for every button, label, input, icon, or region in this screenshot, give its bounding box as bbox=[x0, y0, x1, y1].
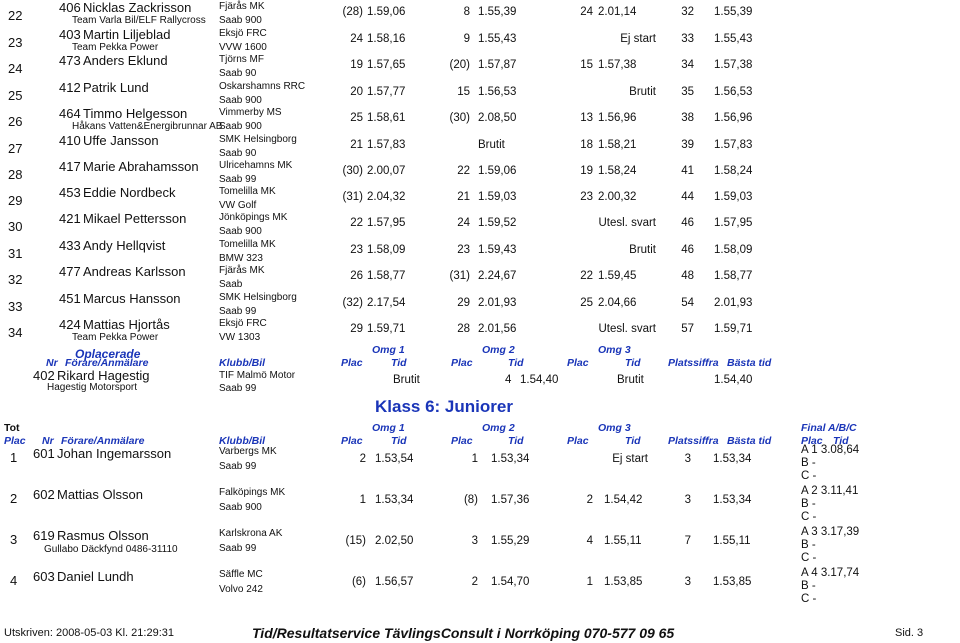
driver-name: Andy Hellqvist bbox=[83, 238, 166, 253]
final-c: C - bbox=[801, 511, 817, 523]
best-time: 1.59,03 bbox=[714, 191, 753, 203]
round1-time: 1.58,77 bbox=[367, 270, 406, 282]
club-name: Eksjö FRC bbox=[219, 318, 267, 329]
start-number: 619 bbox=[33, 528, 55, 543]
round3-time: 2.00,32 bbox=[598, 191, 637, 203]
round1-place: 2 bbox=[359, 453, 366, 465]
points: 41 bbox=[681, 165, 694, 177]
driver-name: Timmo Helgesson bbox=[83, 106, 188, 121]
header-time: Tid bbox=[508, 435, 524, 447]
points: 3 bbox=[684, 576, 691, 588]
round2-place: (30) bbox=[449, 112, 470, 124]
place-number: 32 bbox=[8, 272, 23, 287]
start-number: 451 bbox=[59, 291, 81, 306]
round3-status: Brutit bbox=[617, 374, 644, 386]
final-b: B - bbox=[801, 539, 816, 551]
points: 54 bbox=[681, 297, 694, 309]
round2-time: 1.59,43 bbox=[478, 244, 517, 256]
points: 44 bbox=[681, 191, 694, 203]
driver-name: Andreas Karlsson bbox=[83, 264, 186, 279]
round2-time: 2.24,67 bbox=[478, 270, 517, 282]
header-driver: Förare/Anmälare bbox=[65, 357, 149, 369]
round2-place: 15 bbox=[457, 86, 470, 98]
round3-place: 25 bbox=[580, 297, 593, 309]
round1-time: 2.04,32 bbox=[367, 191, 406, 203]
club-name: Tomelilla MK bbox=[219, 186, 276, 197]
round1-time: 1.57,65 bbox=[367, 59, 406, 71]
points: 7 bbox=[684, 535, 691, 547]
round2-time: 1.54,40 bbox=[520, 374, 559, 386]
round1-place: (15) bbox=[345, 535, 366, 547]
club-name: Fjärås MK bbox=[219, 1, 265, 12]
place-number: 27 bbox=[8, 141, 23, 156]
round1-time: 1.58,09 bbox=[367, 244, 406, 256]
round2-place: 21 bbox=[457, 191, 470, 203]
header-nr: Nr bbox=[42, 435, 54, 447]
start-number: 453 bbox=[59, 185, 81, 200]
points: 3 bbox=[684, 453, 691, 465]
start-number: 417 bbox=[59, 159, 81, 174]
start-number: 473 bbox=[59, 53, 81, 68]
round2-time: 1.56,53 bbox=[478, 86, 517, 98]
final-b: B - bbox=[801, 498, 816, 510]
final-a: A 1 3.08,64 bbox=[801, 444, 860, 456]
round1-place: 23 bbox=[350, 244, 363, 256]
car-model: Saab 90 bbox=[219, 68, 257, 79]
car-model: Saab 900 bbox=[219, 15, 262, 26]
round3-status: Ej start bbox=[620, 33, 656, 45]
round1-place: 25 bbox=[350, 112, 363, 124]
points: 35 bbox=[681, 86, 694, 98]
round1-time: 1.58,61 bbox=[367, 112, 406, 124]
club-name: Jönköpings MK bbox=[219, 212, 288, 223]
round2-time: 1.59,06 bbox=[478, 165, 517, 177]
round2-time: 2.01,56 bbox=[478, 323, 517, 335]
round2-time: 1.55,29 bbox=[491, 535, 530, 547]
club-name: Tjörns MF bbox=[219, 54, 264, 65]
club-name: Falköpings MK bbox=[219, 487, 286, 498]
place-number: 1 bbox=[10, 450, 18, 465]
club-name: Vimmerby MS bbox=[219, 107, 282, 118]
round1-time: 2.00,07 bbox=[367, 165, 406, 177]
car-model: VW 1303 bbox=[219, 332, 261, 343]
final-c: C - bbox=[801, 470, 817, 482]
place-number: 25 bbox=[8, 88, 23, 103]
round3-time: 1.56,96 bbox=[598, 112, 637, 124]
start-number: 403 bbox=[59, 27, 81, 42]
place-number: 22 bbox=[8, 8, 23, 23]
place-number: 2 bbox=[10, 491, 18, 506]
round2-place: 24 bbox=[457, 217, 470, 229]
driver-team: Team Varla Bil/ELF Rallycross bbox=[72, 15, 206, 26]
best-time: 1.55,11 bbox=[713, 535, 751, 547]
header-driver: Förare/Anmälare bbox=[61, 435, 145, 447]
header-omg2: Omg 2 bbox=[482, 422, 515, 434]
header-club: Klubb/Bil bbox=[219, 435, 266, 447]
header-time: Tid bbox=[391, 435, 407, 447]
round1-status: Brutit bbox=[393, 374, 420, 386]
place-number: 29 bbox=[8, 193, 23, 208]
start-number: 412 bbox=[59, 80, 81, 95]
round3-time: 2.01,14 bbox=[598, 6, 637, 18]
header-omg1: Omg 1 bbox=[372, 422, 405, 434]
round2-time: 1.54,70 bbox=[491, 576, 530, 588]
place-number: 24 bbox=[8, 61, 23, 76]
points: 3 bbox=[684, 494, 691, 506]
start-number: 601 bbox=[33, 446, 55, 461]
round1-place: (32) bbox=[342, 297, 363, 309]
club-name: SMK Helsingborg bbox=[219, 292, 297, 303]
header-club: Klubb/Bil bbox=[219, 357, 266, 369]
header-nr: Nr bbox=[46, 357, 58, 369]
best-time: 1.57,83 bbox=[714, 139, 753, 151]
round2-place: 22 bbox=[457, 165, 470, 177]
round2-time: 1.57,36 bbox=[491, 494, 530, 506]
round2-place: 29 bbox=[457, 297, 470, 309]
best-time: 1.55,39 bbox=[714, 6, 753, 18]
points: 46 bbox=[681, 217, 694, 229]
round3-status: Utesl. svart bbox=[598, 323, 656, 335]
round1-time: 1.56,57 bbox=[375, 576, 414, 588]
place-number: 30 bbox=[8, 219, 23, 234]
round3-place: 23 bbox=[580, 191, 593, 203]
best-time: 1.57,95 bbox=[714, 217, 753, 229]
round1-time: 2.02,50 bbox=[375, 535, 414, 547]
club-name: Oskarshamns RRC bbox=[219, 81, 306, 92]
points: 34 bbox=[681, 59, 694, 71]
points: 46 bbox=[681, 244, 694, 256]
round3-time: 1.54,42 bbox=[604, 494, 643, 506]
club-name: SMK Helsingborg bbox=[219, 134, 297, 145]
header-place: Plac bbox=[451, 435, 473, 447]
round3-place: 22 bbox=[580, 270, 593, 282]
car-model: Saab 99 bbox=[219, 543, 257, 554]
best-time: 2.01,93 bbox=[714, 297, 753, 309]
round1-place: 26 bbox=[350, 270, 363, 282]
round1-time: 1.57,95 bbox=[367, 217, 406, 229]
header-tot: Tot bbox=[4, 422, 20, 434]
round3-time: 1.57,38 bbox=[598, 59, 637, 71]
start-number: 433 bbox=[59, 238, 81, 253]
round2-place: 8 bbox=[463, 6, 470, 18]
round1-place: (28) bbox=[342, 6, 363, 18]
place-number: 3 bbox=[10, 532, 18, 547]
round3-place: 13 bbox=[580, 112, 593, 124]
car-model: Saab bbox=[219, 279, 243, 290]
final-a: A 3 3.17,39 bbox=[801, 526, 860, 538]
driver-team: Team Pekka Power bbox=[72, 332, 159, 343]
driver-name: Mikael Pettersson bbox=[83, 211, 187, 226]
round2-place: 9 bbox=[463, 33, 470, 45]
driver-name: Daniel Lundh bbox=[57, 569, 134, 584]
round1-time: 1.53,54 bbox=[375, 453, 414, 465]
round1-time: 1.57,83 bbox=[367, 139, 406, 151]
round1-time: 1.57,77 bbox=[367, 86, 406, 98]
header-place: Plac bbox=[451, 357, 473, 369]
club-name: Eksjö FRC bbox=[219, 28, 267, 39]
round3-place: 4 bbox=[586, 535, 593, 547]
round2-time: 1.59,52 bbox=[478, 217, 517, 229]
points: 39 bbox=[681, 139, 694, 151]
round3-time: 1.59,45 bbox=[598, 270, 637, 282]
car-model: Saab 900 bbox=[219, 95, 262, 106]
start-number: 477 bbox=[59, 264, 81, 279]
driver-name: Nicklas Zackrisson bbox=[83, 0, 192, 15]
header-time: Tid bbox=[625, 357, 641, 369]
place-number: 23 bbox=[8, 35, 23, 50]
car-model: VVW 1600 bbox=[219, 42, 267, 53]
header-final-time: Tid bbox=[833, 435, 849, 447]
round1-place: 29 bbox=[350, 323, 363, 335]
footer-page: Sid. 3 bbox=[895, 627, 924, 639]
round1-place: 20 bbox=[350, 86, 363, 98]
header-time: Tid bbox=[508, 357, 524, 369]
round1-time: 1.59,71 bbox=[367, 323, 406, 335]
round1-place: 22 bbox=[350, 217, 363, 229]
round1-time: 1.59,06 bbox=[367, 6, 406, 18]
best-time: 1.55,43 bbox=[714, 33, 753, 45]
place-number: 4 bbox=[10, 573, 18, 588]
header-omg2: Omg 2 bbox=[482, 344, 515, 356]
club-name: Tomelilla MK bbox=[219, 239, 276, 250]
start-number: 464 bbox=[59, 106, 81, 121]
round1-place: (6) bbox=[351, 576, 366, 588]
round3-place: 2 bbox=[586, 494, 593, 506]
start-number: 402 bbox=[33, 368, 55, 383]
header-place: Plac bbox=[567, 357, 589, 369]
final-a: A 2 3.11,41 bbox=[801, 485, 859, 497]
place-number: 26 bbox=[8, 114, 23, 129]
round2-time: 1.53,34 bbox=[491, 453, 530, 465]
driver-name: Marie Abrahamsson bbox=[83, 159, 199, 174]
round1-place: 21 bbox=[350, 139, 363, 151]
round3-time: 1.58,21 bbox=[598, 139, 637, 151]
place-number: 33 bbox=[8, 299, 23, 314]
car-model: Saab 900 bbox=[219, 121, 262, 132]
best-time: 1.56,53 bbox=[714, 86, 753, 98]
best-time: 1.54,40 bbox=[714, 374, 753, 386]
round3-time: 1.53,85 bbox=[604, 576, 643, 588]
car-model: Saab 900 bbox=[219, 226, 262, 237]
best-time: 1.58,77 bbox=[714, 270, 753, 282]
final-b: B - bbox=[801, 580, 816, 592]
points: 57 bbox=[681, 323, 694, 335]
car-model: Saab 900 bbox=[219, 502, 262, 513]
round1-place: (31) bbox=[342, 191, 363, 203]
round3-time: 1.58,24 bbox=[598, 165, 637, 177]
header-omg3: Omg 3 bbox=[598, 422, 631, 434]
round1-place: 19 bbox=[350, 59, 363, 71]
car-model: Volvo 242 bbox=[219, 584, 263, 595]
round2-time: 1.55,39 bbox=[478, 6, 517, 18]
round2-place: 2 bbox=[471, 576, 478, 588]
round2-time: 2.08,50 bbox=[478, 112, 517, 124]
best-time: 1.53,34 bbox=[713, 453, 752, 465]
club-name: Karlskrona AK bbox=[219, 528, 283, 539]
final-c: C - bbox=[801, 552, 817, 564]
round2-place: 28 bbox=[457, 323, 470, 335]
driver-name: Eddie Nordbeck bbox=[83, 185, 176, 200]
best-time: 1.59,71 bbox=[714, 323, 753, 335]
header-best: Bästa tid bbox=[727, 357, 772, 369]
club-name: Fjärås MK bbox=[219, 265, 265, 276]
driver-team: Team Pekka Power bbox=[72, 42, 159, 53]
round3-status: Ej start bbox=[612, 453, 648, 465]
start-number: 421 bbox=[59, 211, 81, 226]
round3-place: 18 bbox=[580, 139, 593, 151]
round2-place: 3 bbox=[471, 535, 478, 547]
final-a: A 4 3.17,74 bbox=[801, 567, 860, 579]
header-place: Plac bbox=[341, 435, 363, 447]
header-points: Platssiffra bbox=[668, 357, 719, 369]
car-model: BMW 323 bbox=[219, 253, 263, 264]
final-b: B - bbox=[801, 457, 816, 469]
round3-place: 1 bbox=[586, 576, 593, 588]
round2-place: (20) bbox=[449, 59, 470, 71]
header-final-place: Plac bbox=[801, 435, 823, 447]
start-number: 603 bbox=[33, 569, 55, 584]
car-model: Saab 99 bbox=[219, 383, 257, 394]
round3-status: Brutit bbox=[629, 244, 656, 256]
driver-team: Gullabo Däckfynd 0486-31110 bbox=[44, 544, 178, 555]
round2-time: 2.01,93 bbox=[478, 297, 517, 309]
driver-name: Uffe Jansson bbox=[83, 133, 159, 148]
start-number: 424 bbox=[59, 317, 81, 332]
round3-time: 1.55,11 bbox=[604, 535, 642, 547]
round2-time: 1.59,03 bbox=[478, 191, 517, 203]
club-name: Varbergs MK bbox=[219, 446, 277, 457]
footer-service: Tid/Resultatservice TävlingsConsult i Norrköping 070-577 09 65 bbox=[252, 625, 675, 641]
round3-place: 24 bbox=[580, 6, 593, 18]
points: 48 bbox=[681, 270, 694, 282]
round2-place: 23 bbox=[457, 244, 470, 256]
car-model: VW Golf bbox=[219, 200, 257, 211]
best-time: 1.57,38 bbox=[714, 59, 753, 71]
club-name: TIF Malmö Motor bbox=[219, 370, 296, 381]
start-number: 410 bbox=[59, 133, 81, 148]
final-c: C - bbox=[801, 593, 817, 605]
driver-team: Håkans Vatten&Energibrunnar AB bbox=[72, 121, 223, 132]
round2-time: 1.57,87 bbox=[478, 59, 517, 71]
header-omg3: Omg 3 bbox=[598, 344, 631, 356]
header-final: Final A/B/C bbox=[801, 422, 857, 434]
footer-printed: Utskriven: 2008-05-03 Kl. 21:29:31 bbox=[4, 627, 174, 639]
header-time: Tid bbox=[391, 357, 407, 369]
round1-time: 2.17,54 bbox=[367, 297, 406, 309]
car-model: Saab 90 bbox=[219, 148, 257, 159]
best-time: 1.58,24 bbox=[714, 165, 753, 177]
car-model: Saab 99 bbox=[219, 306, 257, 317]
driver-name: Rikard Hagestig bbox=[57, 368, 150, 383]
round3-place: 19 bbox=[580, 165, 593, 177]
start-number: 406 bbox=[59, 0, 81, 15]
round1-time: 1.53,34 bbox=[375, 494, 414, 506]
driver-name: Martin Liljeblad bbox=[83, 27, 171, 42]
car-model: Saab 99 bbox=[219, 174, 257, 185]
driver-name: Anders Eklund bbox=[83, 53, 168, 68]
driver-name: Johan Ingemarsson bbox=[57, 446, 172, 461]
best-time: 1.53,34 bbox=[713, 494, 752, 506]
header-place: Plac bbox=[341, 357, 363, 369]
driver-name: Mattias Olsson bbox=[57, 487, 143, 502]
driver-name: Rasmus Olsson bbox=[57, 528, 149, 543]
best-time: 1.58,09 bbox=[714, 244, 753, 256]
car-model: Saab 99 bbox=[219, 461, 257, 472]
header-time: Tid bbox=[625, 435, 641, 447]
round1-time: 1.58,16 bbox=[367, 33, 406, 45]
round3-time: 2.04,66 bbox=[598, 297, 637, 309]
header-omg1: Omg 1 bbox=[372, 344, 405, 356]
club-name: Ulricehamns MK bbox=[219, 160, 293, 171]
round1-place: (30) bbox=[342, 165, 363, 177]
points: 38 bbox=[681, 112, 694, 124]
round2-place: (31) bbox=[449, 270, 470, 282]
round2-place: 4 bbox=[505, 374, 512, 386]
round2-place: 1 bbox=[471, 453, 478, 465]
place-number: 28 bbox=[8, 167, 23, 182]
round1-place: 24 bbox=[350, 33, 363, 45]
place-number: 31 bbox=[8, 246, 23, 261]
club-name: Säffle MC bbox=[219, 569, 263, 580]
driver-name: Marcus Hansson bbox=[83, 291, 181, 306]
driver-name: Patrik Lund bbox=[83, 80, 149, 95]
header-place: Plac bbox=[567, 435, 589, 447]
round2-place: (8) bbox=[463, 494, 478, 506]
header-points: Platssiffra bbox=[668, 435, 719, 447]
round2-time: Brutit bbox=[478, 139, 505, 151]
round2-time: 1.55,43 bbox=[478, 33, 517, 45]
driver-name: Mattias Hjortås bbox=[83, 317, 170, 332]
header-best: Bästa tid bbox=[727, 435, 772, 447]
best-time: 1.53,85 bbox=[713, 576, 752, 588]
place-number: 34 bbox=[8, 325, 23, 340]
start-number: 602 bbox=[33, 487, 55, 502]
round3-status: Brutit bbox=[629, 86, 656, 98]
best-time: 1.56,96 bbox=[714, 112, 753, 124]
header-place: Plac bbox=[4, 435, 26, 447]
round3-status: Utesl. svart bbox=[598, 217, 656, 229]
round3-place: 15 bbox=[580, 59, 593, 71]
points: 32 bbox=[681, 6, 694, 18]
driver-team: Hagestig Motorsport bbox=[47, 382, 138, 393]
unplaced-title: Oplacerade bbox=[75, 347, 141, 361]
round1-place: 1 bbox=[359, 494, 366, 506]
points: 33 bbox=[681, 33, 694, 45]
class-title: Klass 6: Juniorer bbox=[375, 397, 513, 416]
